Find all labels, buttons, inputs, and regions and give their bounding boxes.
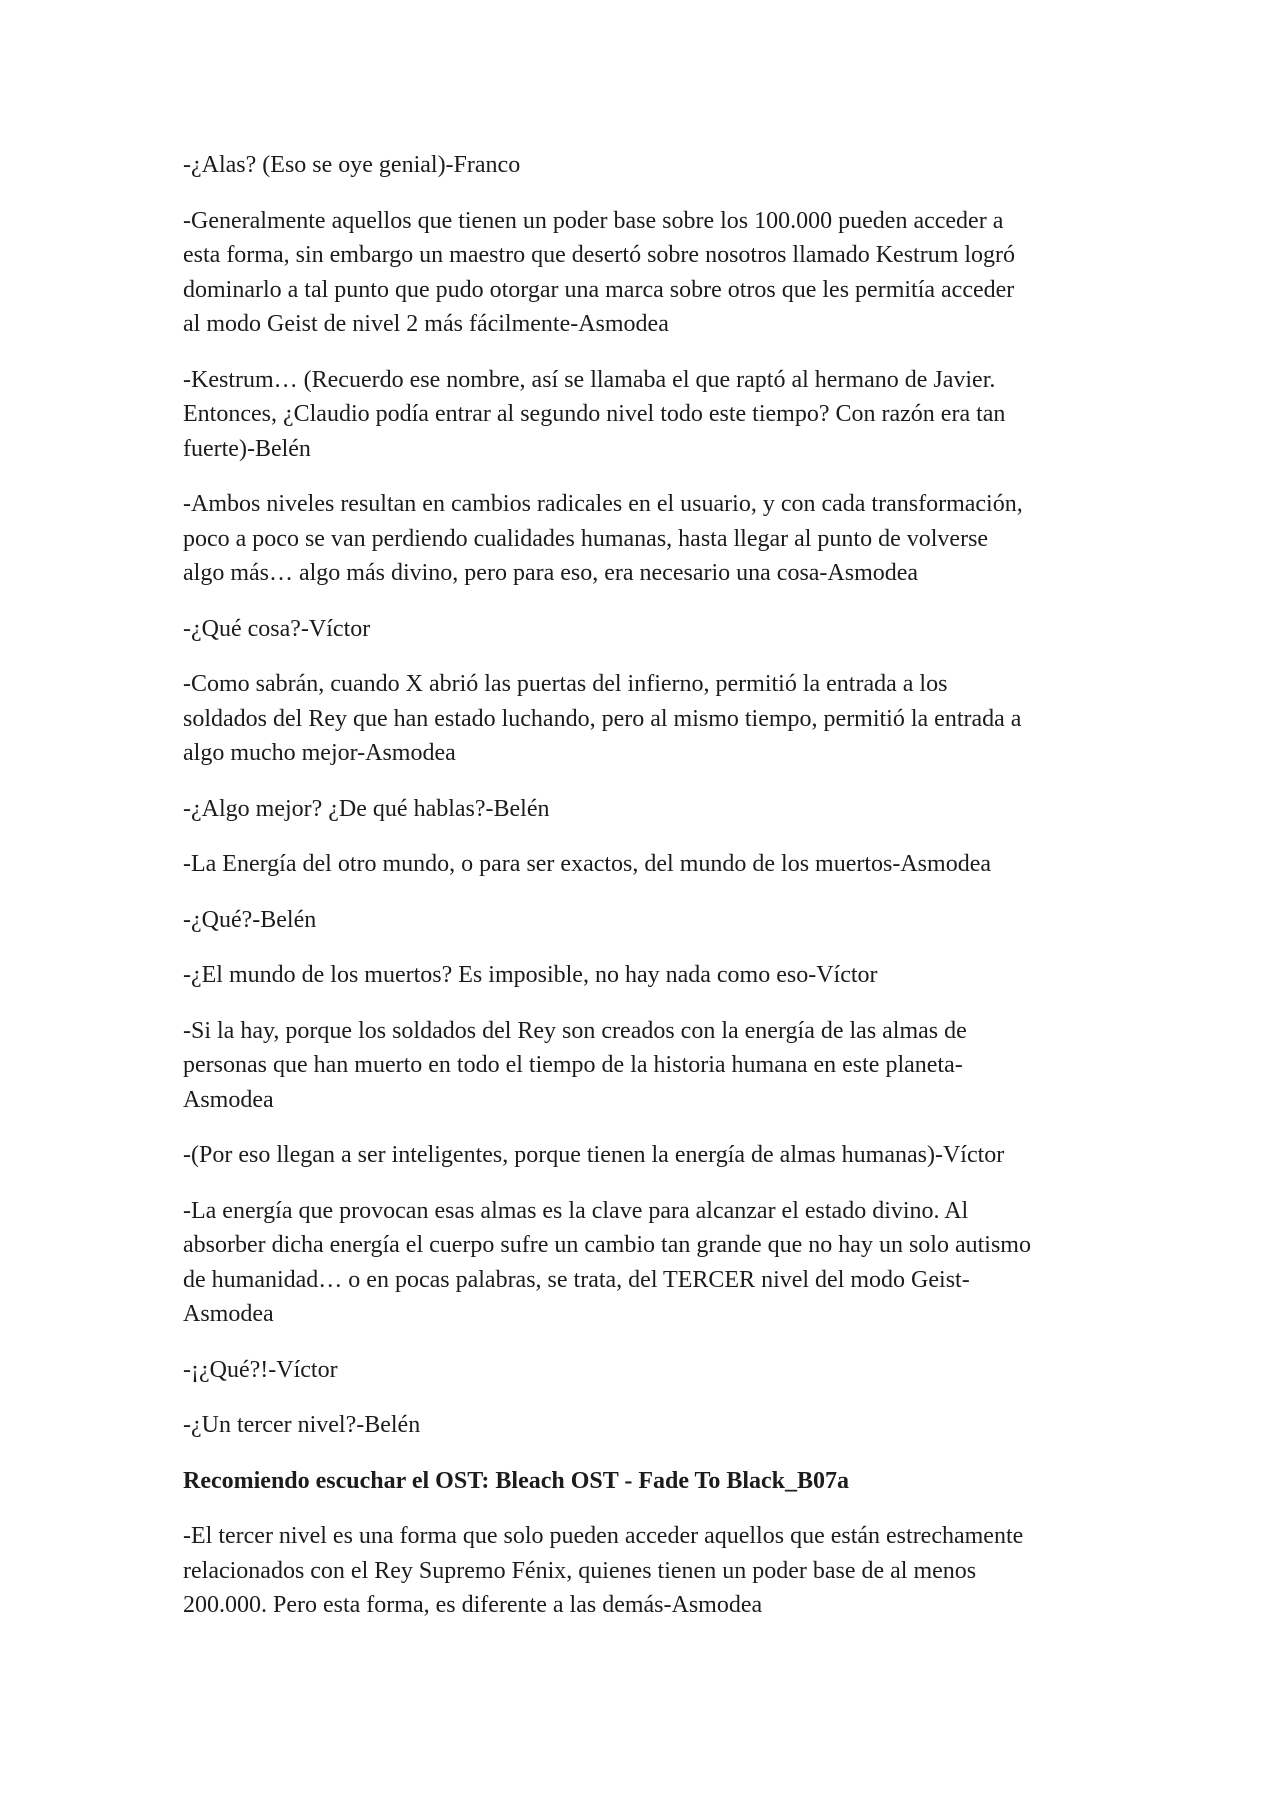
dialogue-paragraph: -¿Alas? (Eso se oye genial)-Franco <box>183 152 521 178</box>
dialogue-paragraph: -¿Algo mejor? ¿De qué hablas?-Belén <box>183 795 550 822</box>
dialogue-paragraph: -¿Qué?-Belén <box>183 906 317 933</box>
document-body <box>183 148 1103 1644</box>
dialogue-paragraph: -Como sabrán, cuando X abrió las puertas del infierno, permitió la entrada a los soldados del Rey que han estado luchando, pero al mismo tiempo, permitió la entrada a algo mucho mejor-Asmodea <box>183 671 1022 766</box>
dialogue-paragraph: -¿El mundo de los muertos? Es imposible, no hay nada como eso-Víctor <box>183 962 878 988</box>
dialogue-paragraph: -Si la hay, porque los soldados del Rey son creados con la energía de las almas de personas que han muerto en todo el tiempo de la historia humana en este planeta- Asmodea <box>183 1017 967 1113</box>
dialogue-paragraph: -¡¿Qué?!-Víctor <box>183 1356 338 1383</box>
dialogue-paragraph: -¿Un tercer nivel?-Belén <box>183 1412 421 1438</box>
dialogue-paragraph: -(Por eso llegan a ser inteligentes, porque tienen la energía de almas humanas)-Víctor <box>183 1142 1005 1168</box>
dialogue-paragraph: -Ambos niveles resultan en cambios radicales en el usuario, y con cada transformación, poco a poco se van perdiendo cualidades humanas, hasta llegar al punto de volverse algo más… algo más divino, pero para eso, era necesario una cosa-Asmodea <box>183 491 1023 586</box>
dialogue-paragraph: -Kestrum… (Recuerdo ese nombre, así se llamaba el que raptó al hermano de Javier. Entonces, ¿Claudio podía entrar al segundo nivel todo este tiempo? Con razón era tan fuerte)-Belén <box>183 366 1006 462</box>
dialogue-paragraph: -La energía que provocan esas almas es la clave para alcanzar el estado divino. Al absorber dicha energía el cuerpo sufre un cambio tan grande que no hay un solo autismo de humanidad… o en pocas palabras, se trata, del TERCER nivel del modo Geist- Asmodea <box>183 1197 1031 1327</box>
recommendation-note: Recomiendo escuchar el OST: Bleach OST - Fade To Black_B07a <box>183 1467 850 1494</box>
dialogue-paragraph: -La Energía del otro mundo, o para ser exactos, del mundo de los muertos-Asmodea <box>183 851 991 877</box>
dialogue-paragraph: -Generalmente aquellos que tienen un poder base sobre los 100.000 pueden acceder a esta forma, sin embargo un maestro que desertó sobre nosotros llamado Kestrum logró dominarlo a tal punto que pudo otorgar una marca sobre otros que les permitía acceder al modo Geist de nivel 2 más fácilmente-Asmodea <box>183 207 1016 337</box>
dialogue-paragraph: -¿Qué cosa?-Víctor <box>183 615 371 642</box>
dialogue-paragraph: -El tercer nivel es una forma que solo pueden acceder aquellos que están estrechamente relacionados con el Rey Supremo Fénix, quienes tienen un poder base de al menos 200.000. Pero esta forma, es diferente a las demás-Asmodea <box>183 1523 1024 1618</box>
